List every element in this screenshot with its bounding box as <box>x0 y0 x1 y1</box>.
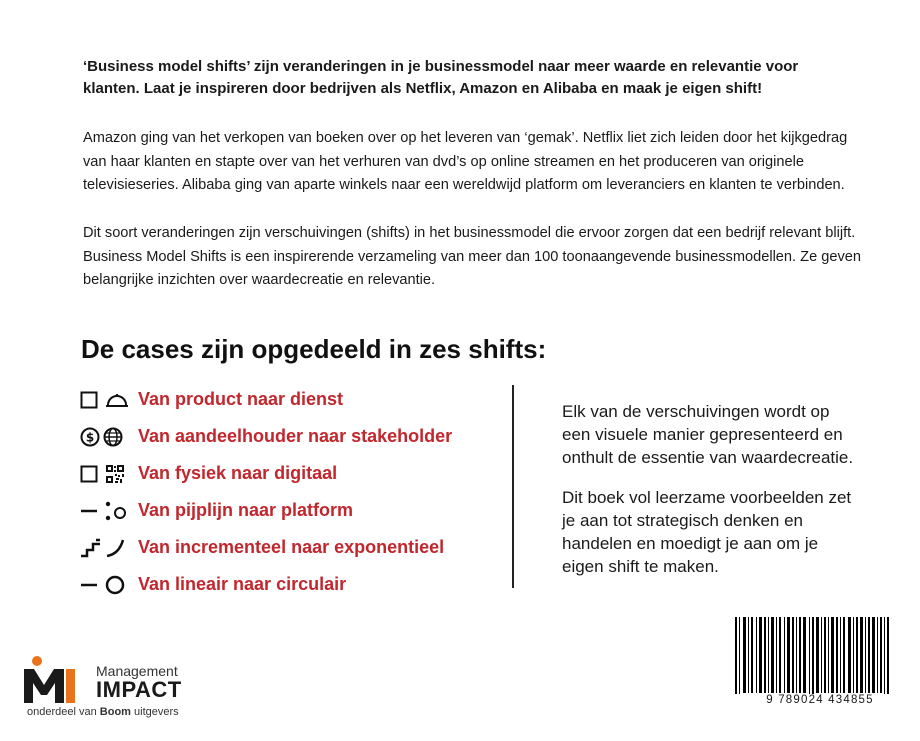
side-text-book: Dit boek vol leerzame voorbeelden zet je aan tot strategisch denken en handelen en moedigt je aan om je eigen shift te maken. <box>562 488 852 576</box>
vertical-divider <box>512 385 514 588</box>
logo-management-text: Management <box>96 663 178 679</box>
circle-icon <box>104 574 126 596</box>
shift-item-pijplijn-platform <box>80 492 452 529</box>
shift-label: Van product naar dienst <box>138 389 344 409</box>
square-icon <box>80 465 98 483</box>
side-text-visual: Elk van de verschuivingen wordt op een visuele manier gepresenteerd en onthult de essentie van waardecreatie. <box>562 402 854 467</box>
dollar-coin-icon <box>80 427 100 447</box>
paragraph-amazon: Amazon ging van het verkopen van boeken over op het leveren van ‘gemak’. Netflix liet zich leiden door het kijkgedrag van haar klanten en stapte over van het verhuren van dvd’s op online streamen en het produceren van originele televisieseries. Alibaba ging van aparte winkels naar een wereldwijd platform om leveranciers en klanten te verbinden. <box>83 130 848 193</box>
shift-label: Van fysiek naar digitaal <box>138 463 338 483</box>
globe-icon <box>103 427 123 447</box>
square-icon <box>80 391 98 409</box>
svg-text:$: $ <box>85 430 95 444</box>
network-dots-icon <box>104 500 128 522</box>
logo-subtitle: onderdeel van Boom uitgevers <box>27 706 179 718</box>
shift-list <box>80 381 452 603</box>
paragraph-shifts: Dit soort veranderingen zijn verschuivingen (shifts) in het businessmodel die ervoor zorgen dat een bedrijf relevant blijft. Business Model Shifts is een inspirerende verzameling van meer dan 100 toonaangevende businessmodellen. Ze geven belangrijke inzichten over waardecreatie en relevantie. <box>83 225 862 288</box>
curve-icon <box>105 538 127 558</box>
line-icon <box>80 502 100 520</box>
cloche-icon <box>104 391 130 409</box>
shift-label: Van incrementeel naar exponentieel <box>138 537 445 557</box>
line-icon <box>80 576 100 594</box>
publisher-logo <box>22 655 192 725</box>
shift-label: Van aandeelhouder naar stakeholder <box>138 426 453 446</box>
qr-code-icon <box>105 464 125 484</box>
barcode <box>727 615 907 725</box>
logo-impact-text: IMPACT <box>96 677 182 702</box>
isbn-number: 9 789024 434855 <box>730 694 910 706</box>
shift-label: Van pijplijn naar platform <box>138 500 354 520</box>
stairs-icon <box>80 538 102 558</box>
shift-item-incrementeel-exponentieel <box>80 529 452 566</box>
shift-item-lineair-circulair <box>80 566 452 603</box>
shift-item-aandeelhouder-stakeholder <box>80 418 452 455</box>
shift-label: Van lineair naar circulair <box>138 574 347 594</box>
shift-item-fysiek-digitaal <box>80 455 452 492</box>
intro-text: ‘Business model shifts’ zijn veranderingen in je businessmodel naar meer waarde en relevantie voor klanten. Laat je inspireren door bedrijven als Netflix, Amazon en Alibaba en maak je eigen shift! <box>83 58 799 97</box>
shifts-heading: De cases zijn opgedeeld in zes shifts: <box>81 334 547 364</box>
management-impact-logo-mark <box>22 655 94 705</box>
shift-item-product-dienst <box>80 381 452 418</box>
